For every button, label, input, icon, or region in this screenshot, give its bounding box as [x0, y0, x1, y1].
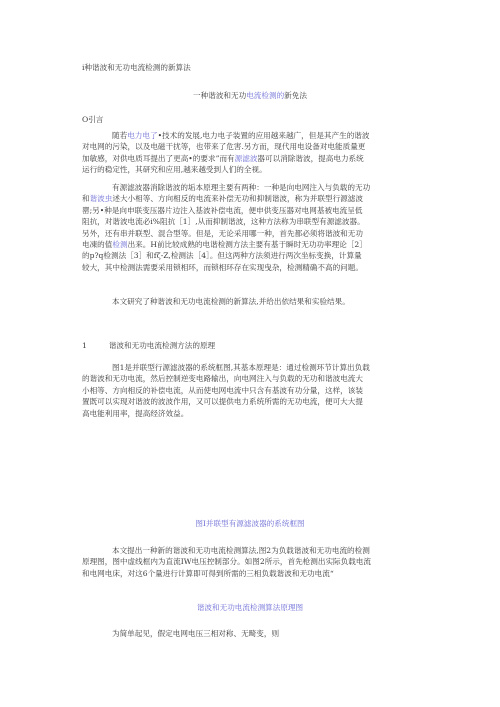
text-span: 电凍的值: [82, 239, 113, 249]
text-span: 和: [82, 194, 90, 204]
text-line: 原理图，图中虚线框内为直流IW电压控制部分。如图2所示，首先枪测出实际负载电流: [82, 557, 372, 567]
text-line: 较大，其中检测法需要采用锁相环，而锁相环存在实现曳杂，检测精确不高的问题。: [82, 262, 363, 272]
article-title-pre: 一种谐波和无功: [193, 91, 247, 100]
text-line: 置既可以实现对谐波的波波作用，又可以提供电力系统所需的无功电流，便可大大提: [82, 397, 363, 407]
text-line: [82, 193, 424, 204]
article-title: [0, 90, 500, 101]
link-harmonics[interactable]: 谐波虫: [89, 194, 113, 204]
paragraph-intro-1: [82, 130, 424, 176]
paragraph-principle-1: [82, 362, 424, 419]
paragraph-intro-3: [82, 296, 424, 307]
text-line: [82, 130, 424, 141]
text-line: 有源滤波器消除谐波的垢本原理主要有两种：一种是向电网注入与负载的无功: [112, 183, 371, 192]
text-span: 随若: [112, 131, 128, 140]
paragraph-principle-2: [82, 545, 424, 579]
section-title: 谐波和无功电流检测方法的原理: [108, 341, 216, 350]
text-line: 为简单起见，假定电网电压三相对称、无畸变，则: [112, 629, 280, 638]
text-span: 器可以消除谐波，提高电力系统: [257, 153, 364, 163]
text-line: 的谐波和无功电流，然后控制逆变电路输出，向电网注入与负载的无功和谐波电流大: [82, 374, 363, 384]
text-line: 罂;另•种是向申联变压器片边注入基波补偿电流，便申供变压器对电网基被电流呈低: [82, 205, 363, 215]
section-heading-intro: O引言: [82, 115, 104, 124]
text-line: 图1是并联型行源滤波器的系统框图,其基本原理是：通过检测环节计算出负载: [112, 363, 370, 372]
article-title-link[interactable]: 电流检测的: [246, 91, 285, 100]
figure-1-caption[interactable]: 图I并联型有源滤波器的系统框图: [195, 519, 305, 528]
text-line: 另外，还有串并联型、混合型等。但是，无论采用哪一种，首先都必须将谐波和无功: [82, 228, 363, 238]
text-line: 本文研究了种谐波和无功电流检测的新算法,并给出依结果和实验结果。: [112, 297, 350, 306]
text-line: 小相等、方向相反的补偿电流，从而使电网电流中只含有基波有功分量，这样，该装: [82, 385, 363, 395]
text-line: 高电能利用率，提高经济效益。: [82, 408, 189, 418]
figure-2-caption[interactable]: 谐波和无功电流检测算法原理图: [196, 603, 304, 612]
text-line: 的p?q检测法［3］和fζ-Z,检测法［4］。但这两种方法须进行两次坐标变换，计算量: [82, 251, 362, 261]
paragraph-principle-3: [82, 628, 424, 639]
text-line: [82, 239, 424, 250]
text-line: 和电网电床，对这6个量进行计算即可得到所需的三相负载谐波和无功电流“: [82, 568, 334, 578]
text-span: 述大小相等、方向相反的电流来补偿无功和抑制谐波，称为并联型行源滤波: [112, 194, 363, 204]
article-title-post: 新免法: [284, 91, 307, 100]
link-detection[interactable]: 检测: [112, 239, 128, 249]
document-title: i种谐波和无功电流检测的新算法: [82, 63, 191, 72]
paragraph-intro-2: [82, 182, 424, 273]
link-power-electronics[interactable]: 电力电了: [127, 131, 158, 140]
section-heading-1: [82, 340, 215, 351]
text-span: •技术的发展,电力电子装置的应用越来越广，但是其产生的谐波: [157, 131, 370, 140]
text-line: 运行的稳定性，其研究和应用,越来越受到人们的全视。: [82, 165, 267, 175]
text-line: 本文提出一种新的谐波和无功电流检测算法,图2为负载谐波和无功电流的检测: [112, 546, 370, 555]
text-line: 阻抗，对谐波电流必i%阻抗［1］,从而抑制谐波，这种方法称为串联型有源滤波器。: [82, 217, 365, 227]
text-span: 加敏感，对供电质耳提出了更高•的要求”而有: [82, 153, 235, 163]
text-line: 对电网的污染，以及电磁干扰等，也带来了危害.另方而，现代用电设备对电能质量更: [82, 142, 366, 152]
section-number: 1: [82, 341, 87, 350]
text-span: 出来。H前比较成熟的电谐检测方法主要有基于瞬时无功功率理论［2］: [127, 239, 367, 249]
link-active-filter[interactable]: 源滤波: [234, 153, 258, 163]
text-line: [82, 153, 424, 164]
